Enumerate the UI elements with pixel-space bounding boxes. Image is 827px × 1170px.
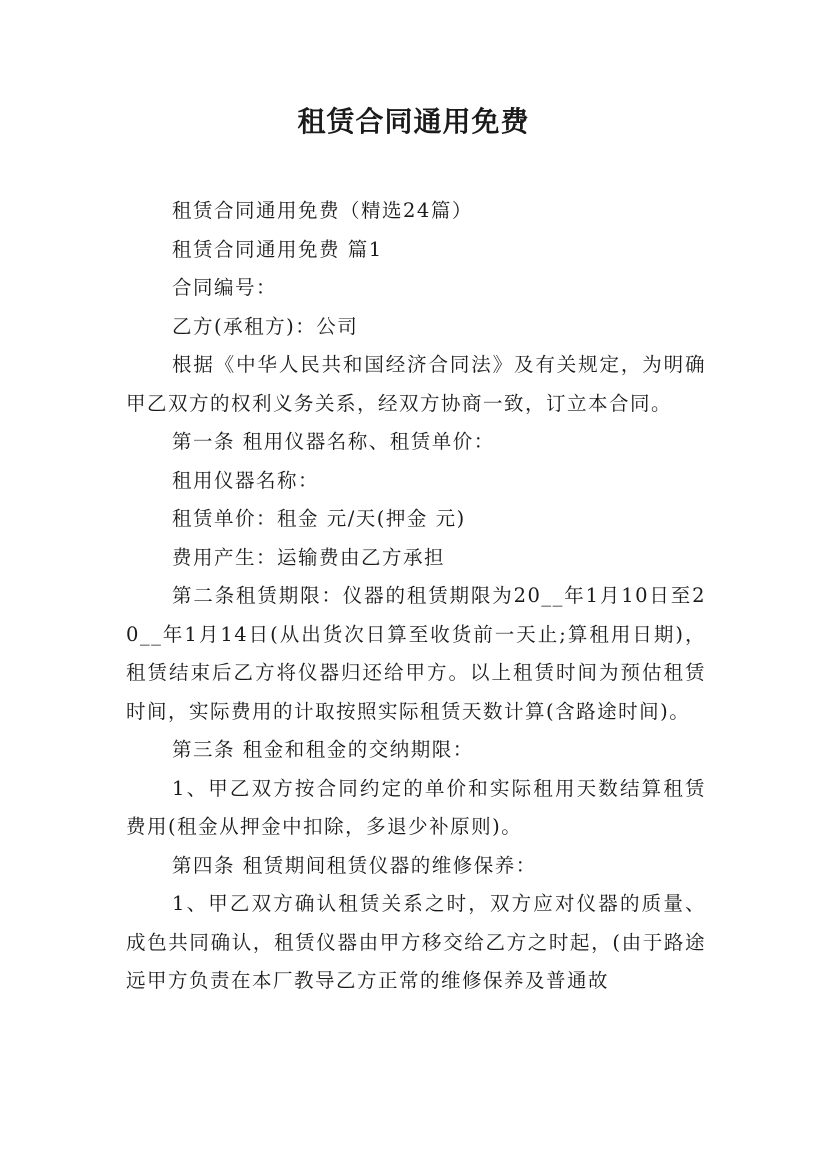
paragraph-contract-number: 合同编号： [172,276,278,299]
paragraph-unit-price: 租赁单价：租金 元/天(押金 元) [172,507,466,530]
paragraph-article-2: 第二条租赁期限：仪器的租赁期限为20__年1月10日至20__年1月14日(从出货次日算至收货前一天止;算租用日期)，租赁结束后乙方将仪器归还给甲方。以上租赁时间为预估租赁时间，实际费用的计取按照实际租赁天数计算(含路途时间)。 [126,584,706,723]
paragraph-heading: 租赁合同通用免费（精选24篇） [172,199,473,222]
paragraph-article-4: 第四条 租赁期间租赁仪器的维修保养： [172,853,537,877]
paragraph-costs: 费用产生：运输费由乙方承担 [172,545,446,569]
paragraph-party-b: 乙方(承租方)：公司 [172,314,359,338]
paragraph-section-title: 租赁合同通用免费 篇1 [172,237,383,261]
paragraph-instrument-name: 租用仪器名称： [172,468,320,492]
paragraph-preamble: 根据《中华人民共和国经济合同法》及有关规定，为明确甲乙双方的权利义务关系，经双方协商一致，订立本合同。 [126,353,706,415]
paragraph-article-1: 第一条 租用仪器名称、租赁单价： [172,430,495,453]
paragraph-article-4-item-1: 1、甲乙双方确认租赁关系之时，双方应对仪器的质量、成色共同确认，租赁仪器由甲方移交给乙方之时起，(由于路途远甲方负责在本厂教导乙方正常的维修保养及普通故 [126,892,706,992]
paragraph-article-3-item-1: 1、甲乙双方按合同约定的单价和实际租用天数结算租赁费用(租金从押金中扣除，多退少补原则)。 [126,776,706,838]
document-title: 租赁合同通用免费 [297,105,530,138]
document-body [126,192,706,1001]
paragraph-article-3: 第三条 租金和租金的交纳期限： [172,738,474,761]
